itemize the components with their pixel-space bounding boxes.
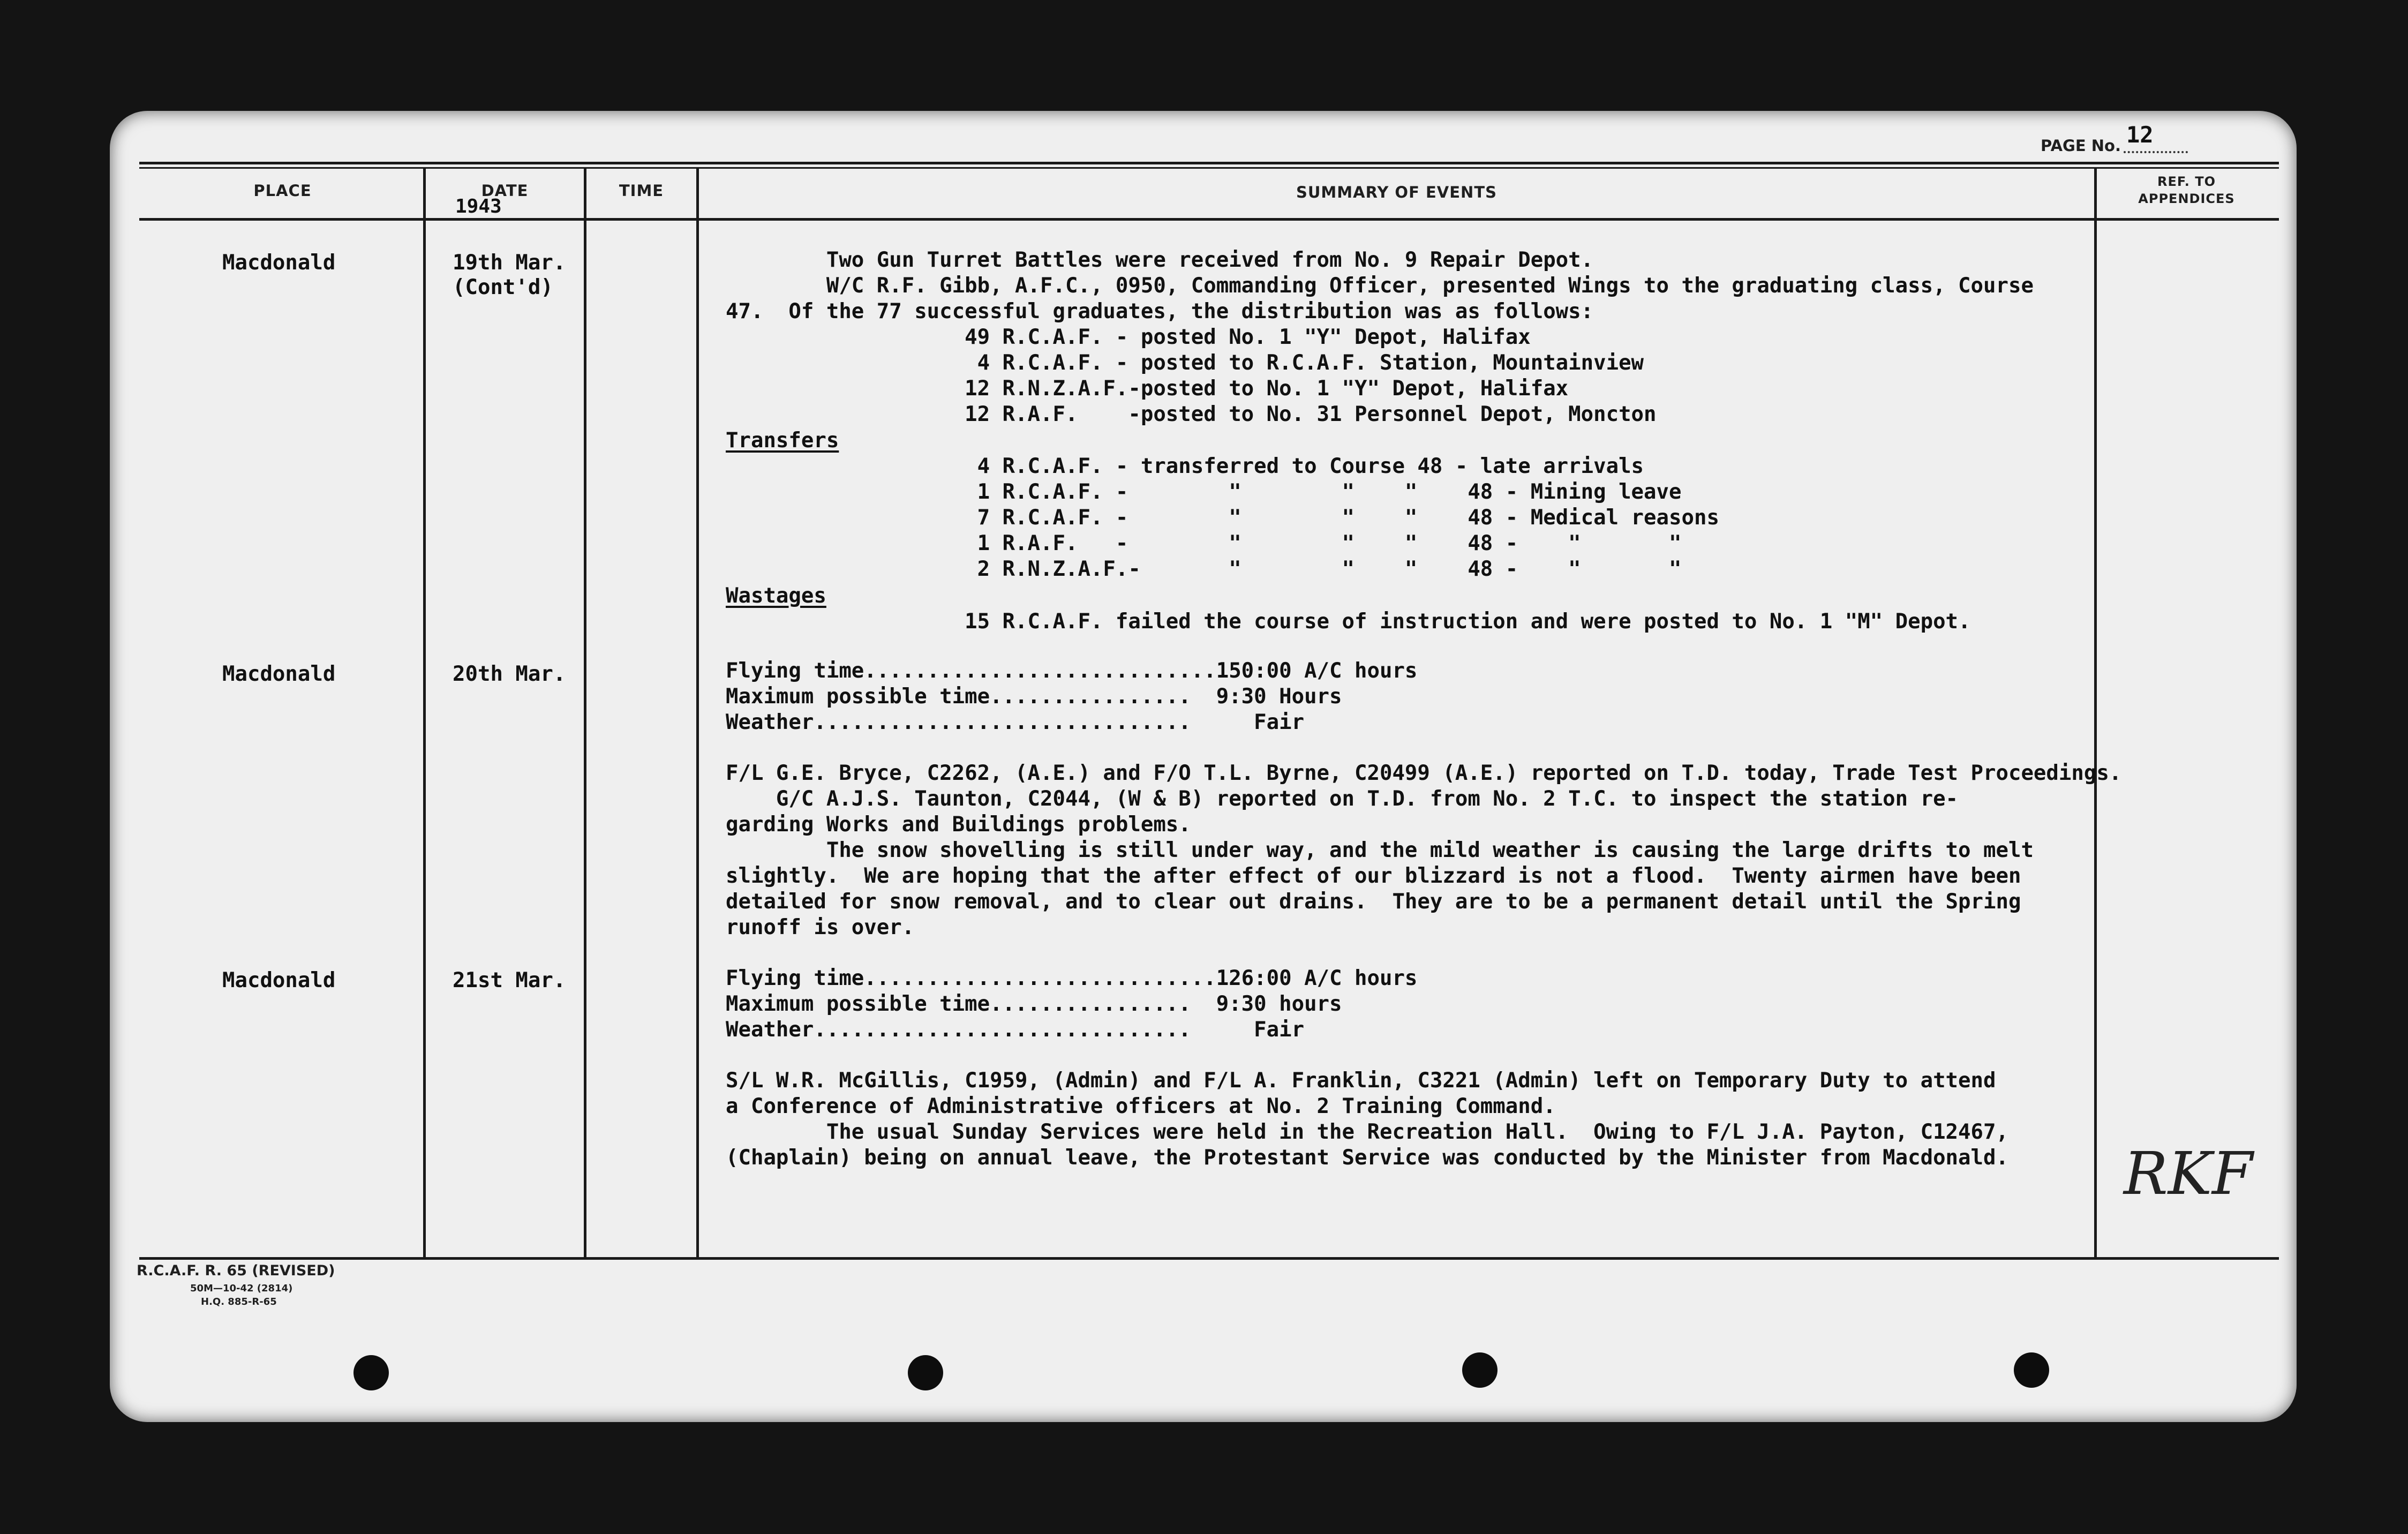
summary-line: The usual Sunday Services were held in the Recreation Hall. Owing to F/L J.A. Payton, C12467, [726,1120,2008,1144]
summary-line: 4 R.C.A.F. - transferred to Course 48 - late arrivals [726,454,1644,478]
summary-line: 2 R.N.Z.A.F.- " " " 48 - " " [726,557,1682,581]
date-entry-2: 20th Mar. [453,662,566,686]
header-date: DATE [481,182,529,200]
record-card [110,111,2297,1422]
place-entry-1: Macdonald [222,251,336,275]
form-number: R.C.A.F. R. 65 (REVISED) [137,1262,335,1279]
binder-hole [1462,1352,1498,1388]
col-divider-place [423,167,426,1260]
summary-line: 47. Of the 77 successful graduates, the distribution was as follows: [726,299,1594,324]
header-time: TIME [619,182,664,200]
summary-line: a Conference of Administrative officers at No. 2 Training Command. [726,1094,1556,1118]
summary-line: S/L W.R. McGillis, C1959, (Admin) and F/L A. Franklin, C3221 (Admin) left on Temporary Duty to attend [726,1069,1996,1093]
summary-line: 4 R.C.A.F. - posted to R.C.A.F. Station, Mountainview [726,351,1644,375]
summary-line: 1 R.C.A.F. - " " " 48 - Mining leave [726,480,1682,504]
summary-line: F/L G.E. Bryce, C2262, (A.E.) and F/O T.L. Byrne, C20499 (A.E.) reported on T.D. today, Trade Test Proceedings. [726,761,2122,785]
form-code-2: H.Q. 885-R-65 [201,1296,277,1307]
wastages-heading: Wastages [726,584,826,608]
header-ref-1: REF. TO [2157,174,2216,189]
form-code-1: 50M—10-42 (2814) [190,1283,293,1294]
binder-hole [2014,1352,2049,1388]
transfers-heading: Transfers [726,428,839,453]
summary-line: slightly. We are hoping that the after effect of our blizzard is not a flood. Twenty airmen have been [726,864,2021,888]
summary-line: garding Works and Buildings problems. [726,813,1191,837]
summary-line: The snow shovelling is still under way, and the mild weather is causing the large drifts to melt [726,838,2034,862]
header-place: PLACE [253,182,312,200]
binder-hole [908,1355,943,1390]
max-time-line: Maximum possible time................ 9:30 Hours [726,685,1342,709]
date-entry-1a: 19th Mar. [453,251,566,275]
col-divider-date [584,167,586,1260]
flying-time-line: Flying time............................126:00 A/C hours [726,966,1418,990]
date-entry-3: 21st Mar. [453,968,566,992]
max-time-line: Maximum possible time................ 9:30 hours [726,992,1342,1016]
summary-line: Two Gun Turret Battles were received from No. 9 Repair Depot. [726,248,1594,272]
weather-line: Weather.............................. Fair [726,1018,1305,1042]
top-rule [139,162,2279,164]
col-divider-summary [2094,167,2097,1260]
page-number-label: PAGE No. [2041,137,2121,155]
weather-line: Weather.............................. Fair [726,710,1305,734]
place-entry-2: Macdonald [222,662,336,686]
header-ref-2: APPENDICES [2138,191,2235,206]
page-number-dots [2124,151,2188,153]
header-summary: SUMMARY OF EVENTS [1296,183,1497,201]
summary-line: G/C A.J.S. Taunton, C2044, (W & B) reported on T.D. from No. 2 T.C. to inspect the station re- [726,787,1959,811]
summary-line: 49 R.C.A.F. - posted No. 1 "Y" Depot, Halifax [726,325,1531,349]
binder-hole [353,1355,389,1390]
summary-line: 7 R.C.A.F. - " " " 48 - Medical reasons [726,506,1719,530]
summary-line: 15 R.C.A.F. failed the course of instruction and were posted to No. 1 "M" Depot. [726,610,1971,634]
summary-line: 12 R.A.F. -posted to No. 31 Personnel Depot, Moncton [726,402,1657,426]
summary-line: 1 R.A.F. - " " " 48 - " " [726,531,1682,555]
handwritten-initials: RKF [2124,1139,2253,1208]
summary-line: 12 R.N.Z.A.F.-posted to No. 1 "Y" Depot, Halifax [726,377,1569,401]
page-number: 12 [2126,122,2154,148]
date-entry-1b: (Cont'd) [453,275,553,299]
place-entry-3: Macdonald [222,968,336,992]
col-divider-time [696,167,699,1260]
header-year: 1943 [455,195,502,217]
summary-line: W/C R.F. Gibb, A.F.C., 0950, Commanding Officer, presented Wings to the graduating class, Course [726,274,2034,298]
flying-time-line: Flying time............................150:00 A/C hours [726,659,1418,683]
bottom-rule [139,1257,2279,1260]
top-rule-2 [139,167,2279,169]
summary-line: runoff is over. [726,915,915,939]
summary-line: detailed for snow removal, and to clear out drains. They are to be a permanent detail until the Spring [726,890,2021,914]
summary-line: (Chaplain) being on annual leave, the Protestant Service was conducted by the Minister from Macdonald. [726,1146,2008,1170]
